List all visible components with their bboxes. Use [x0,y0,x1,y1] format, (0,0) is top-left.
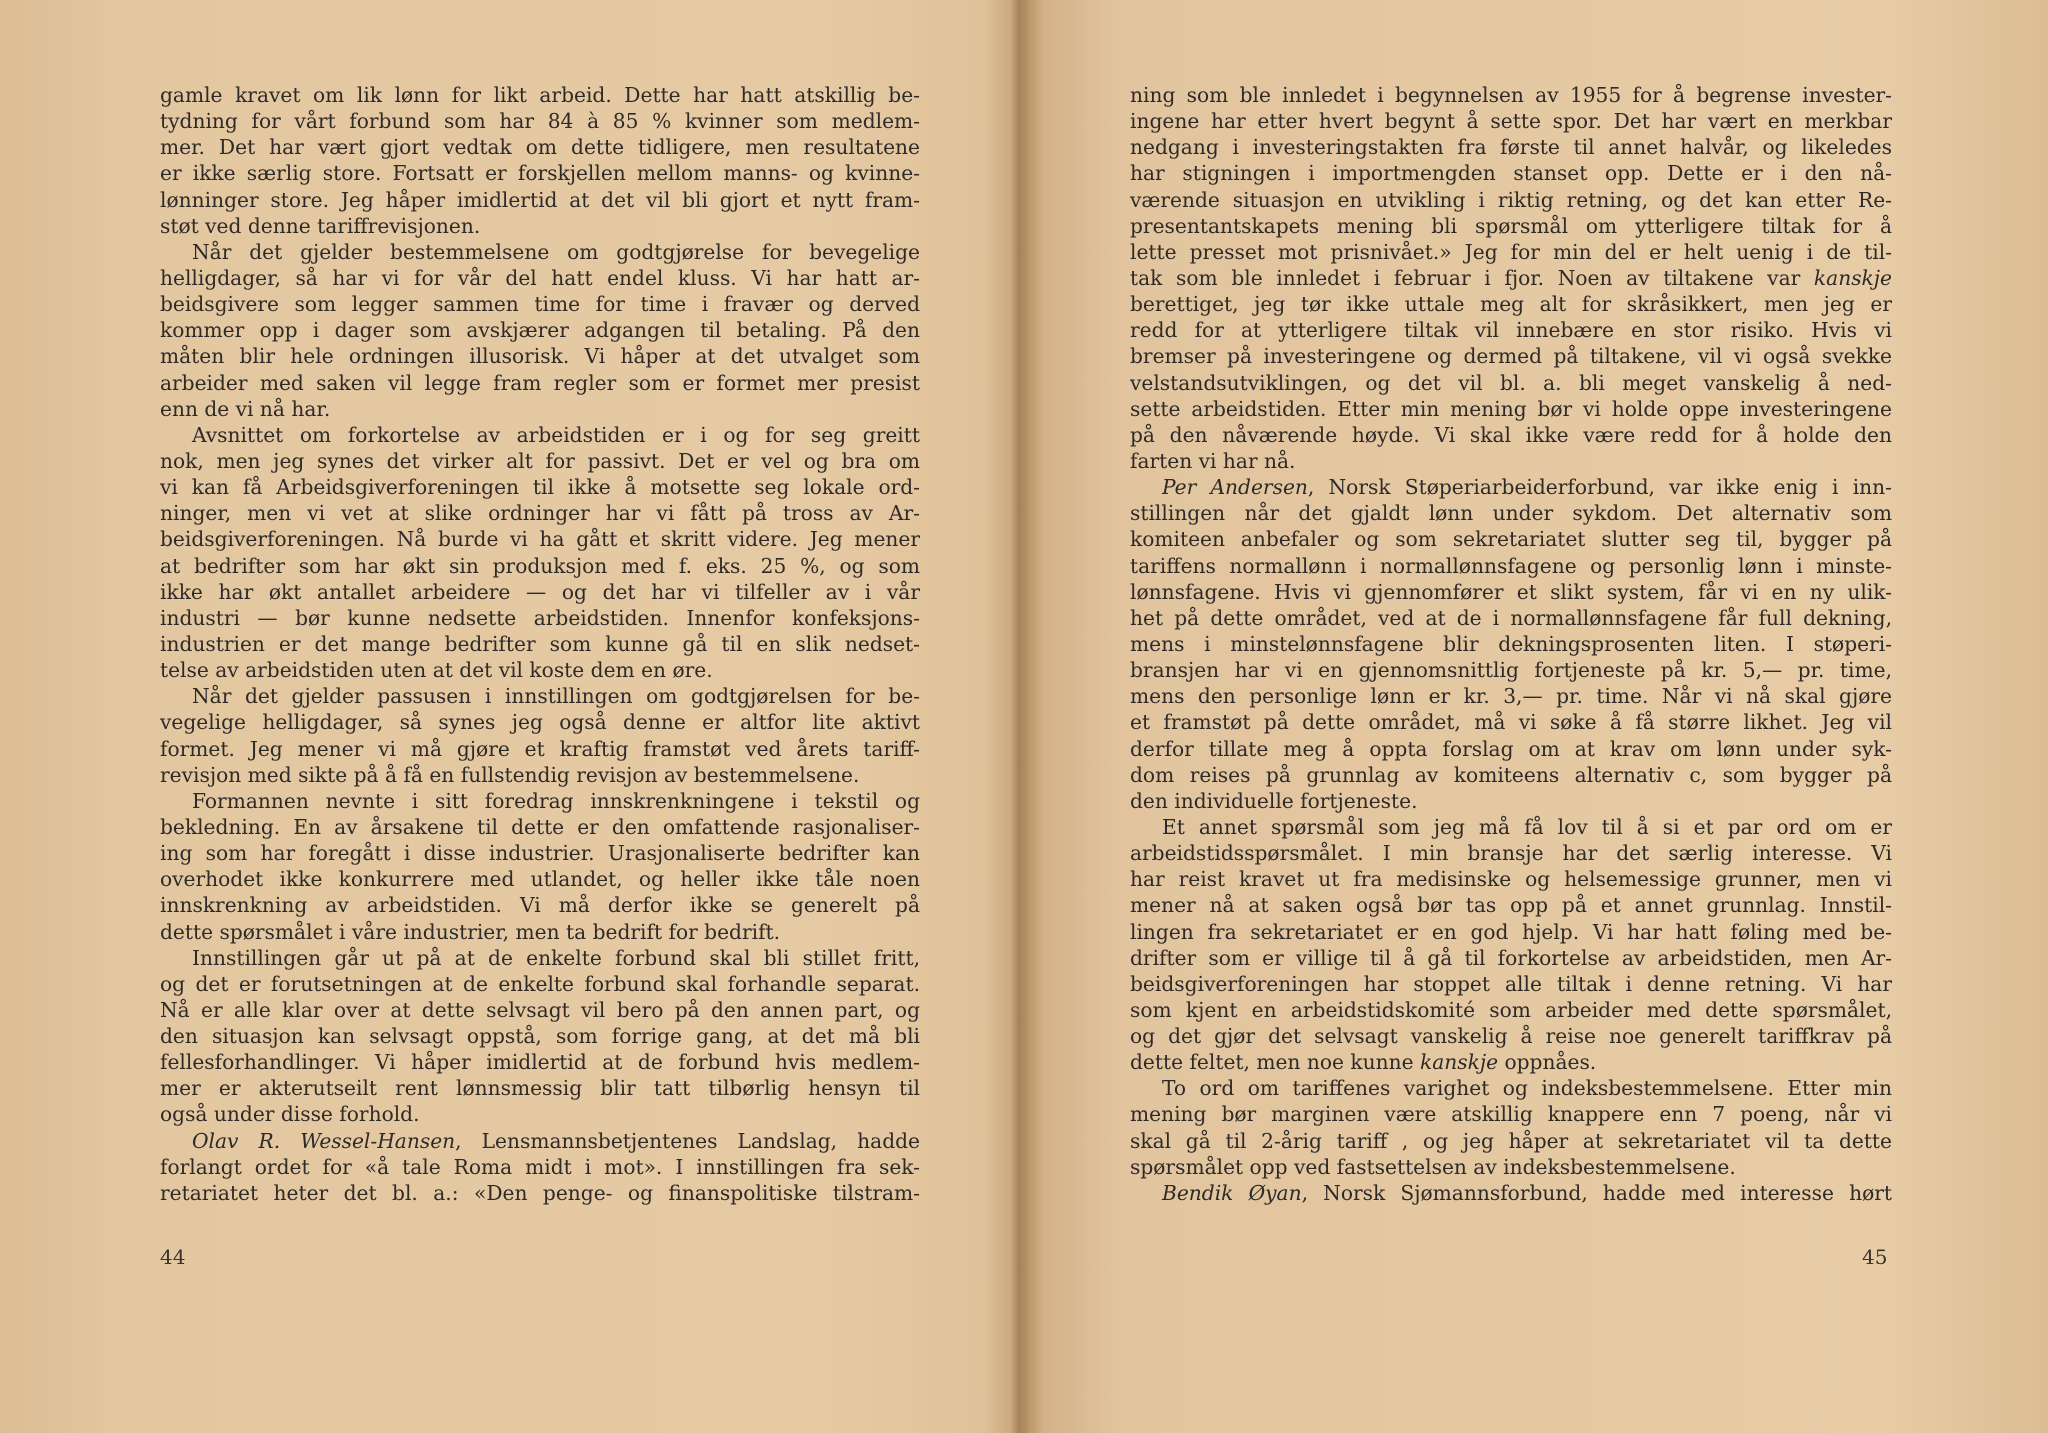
text-line: farten vi har nå. [1130,448,1296,473]
text-line: Når det gjelder passusen i innstillingen om godtgjørelsen for be- [192,684,920,709]
text-line: drifter som er villige til å gå til forkortelse av arbeidstiden, men Ar- [1130,945,1892,970]
text-line: og det er forutsetningen at de enkelte forbund skal forhandle separat. [160,971,920,996]
text-line: dom reises på grunnlag av komiteens alternativ c, som bygger på [1130,762,1892,787]
text-line: lønnsfagene. Hvis vi gjennomfører et slikt system, får vi en ny ulik- [1130,579,1892,604]
text-line: ikke har økt antallet arbeidere — og det har vi tilfeller av i vår [160,579,920,604]
text-line: helligdager, så har vi for vår del hatt endel kluss. Vi har hatt ar- [160,265,920,290]
text-line: beidsgiverforeningen. Nå burde vi ha gått et skritt videre. Jeg mener [160,527,920,552]
text-line: velstandsutviklingen, og det vil bl. a. bli meget vanskelig å ned- [1130,370,1892,395]
text-line: Avsnittet om forkortelse av arbeidstiden er i og for seg greitt [192,422,920,447]
text-line: revisjon med sikte på å få en fullstendig revisjon av bestemmelsene. [160,762,860,787]
right-page-number: 45 [1862,1245,1888,1269]
text-line: arbeidstidsspørsmålet. I min bransje har det særlig interesse. Vi [1130,841,1892,866]
text-line: retariatet heter det bl. a.: «Den penge- og finanspolitiske tilstram- [160,1180,920,1205]
text-line: lønninger store. Jeg håper imidlertid at det vil bli gjort et nytt fram- [160,187,920,212]
text-line: et framstøt på dette området, må vi søke å få større likhet. Jeg vil [1130,710,1892,735]
text-line: har reist kravet ut fra medisinske og helsemessige grunner, men vi [1130,867,1892,892]
text-line: kommer opp i dager som avskjærer adgangen til betaling. På den [160,318,920,343]
text-line: støt ved denne tariffrevisjonen. [160,213,481,238]
text-line: ning som ble innledet i begynnelsen av 1955 for å begrense invester- [1130,83,1892,107]
text-line: stillingen når det gjaldt lønn under sykdom. Det alternativ som [1130,501,1892,526]
right-page-text [1130,82,1892,1206]
text-line: formet. Jeg mener vi må gjøre et kraftig framstøt ved årets tariff- [160,736,920,761]
text-line: ninger, men vi vet at slike ordninger har vi fått på tross av Ar- [160,501,920,526]
text-line: Per Andersen, Norsk Støperiarbeiderforbund, var ikke enig i inn- [1162,475,1892,500]
text-line: den situasjon kan selvsagt oppstå, som forrige gang, at det må bli [160,1024,920,1049]
text-line: dette feltet, men noe kunne kanskje oppnåes. [1130,1050,1597,1075]
text-line: tariffens normallønn i normallønnsfagene og personlig lønn i minste- [1130,553,1892,578]
text-line: Formannen nevnte i sitt foredrag innskrenkningene i tekstil og [192,788,920,813]
text-line: mener nå at saken også bør tas opp på et annet grunnlag. Innstil- [1130,893,1892,918]
text-line: overhodet ikke konkurrere med utlandet, og heller ikke tåle noen [160,867,920,892]
text-line: tydning for vårt forbund som har 84 à 85 % kvinner som medlem- [160,109,920,134]
text-line: sette arbeidstiden. Etter min mening bør vi holde oppe investeringene [1130,396,1892,421]
text-line: på den nåværende høyde. Vi skal ikke være redd for å holde den [1130,422,1892,447]
text-line: mer. Det har vært gjort vedtak om dette tidligere, men resultatene [160,135,920,160]
text-line: og det gjør det selvsagt vanskelig å reise noe generelt tariffkrav på [1130,1024,1892,1049]
text-line: lette presset mot prisnivået.» Jeg for min del er helt uenig i de til- [1130,239,1892,264]
text-line: beidsgivere som legger sammen time for time i fravær og derved [160,292,920,317]
text-line: ingene har etter hvert begynt å sette spor. Det har vært en merkbar [1130,109,1892,134]
text-line: gamle kravet om lik lønn for likt arbeid. Dette har hatt atskillig be- [160,83,920,107]
text-line: industri — bør kunne nedsette arbeidstiden. Innenfor konfeksjons- [160,605,920,630]
text-line: Når det gjelder bestemmelsene om godtgjørelse for bevegelige [192,239,920,264]
text-line: nedgang i investeringstakten fra første til annet halvår, og likeledes [1130,135,1892,160]
text-line: bekledning. En av årsakene til dette er den omfattende rasjonaliser- [160,814,920,839]
left-page [0,0,1014,1433]
text-line: telse av arbeidstiden uten at det vil koste dem en øre. [160,658,713,683]
text-line: het på dette området, ved at de i normallønnsfagene får full dekning, [1130,605,1892,630]
text-line: industrien er det mange bedrifter som kunne gå til en slik nedset- [160,631,920,656]
text-line: beidsgiverforeningen har stoppet alle tiltak i denne retning. Vi har [1130,971,1892,996]
text-line: vegelige helligdager, så synes jeg også denne er altfor lite aktivt [160,710,920,735]
text-line: enn de vi nå har. [160,396,331,421]
text-line: bremser på investeringene og dermed på tiltakene, vil vi også svekke [1130,344,1892,369]
left-page-text [160,82,920,1206]
text-line: at bedrifter som har økt sin produksjon med f. eks. 25 %, og som [160,553,920,578]
text-line: mer er akterutseilt rent lønnsmessig blir tatt tilbørlig hensyn til [160,1076,920,1101]
text-line: tak som ble innledet i februar i fjor. Noen av tiltakene var kanskje [1130,265,1892,290]
text-line: redd for at ytterligere tiltak vil innebære en stor risiko. Hvis vi [1130,318,1892,343]
text-line: berettiget, jeg tør ikke uttale meg alt for skråsikkert, men jeg er [1130,292,1892,317]
text-line: lingen fra sekretariatet er en god hjelp. Vi har hatt føling med be- [1130,919,1892,944]
text-line: Nå er alle klar over at dette selvsagt vil bero på den annen part, og [160,997,920,1022]
text-line: Olav R. Wessel-Hansen, Lensmannsbetjentenes Landslag, hadde [192,1128,920,1153]
right-page [1024,0,2048,1433]
left-page-number: 44 [160,1245,186,1269]
text-line: innskrenkning av arbeidstiden. Vi må derfor ikke se generelt på [160,893,920,918]
text-line: spørsmålet opp ved fastsettelsen av indeksbestemmelsene. [1130,1154,1736,1179]
text-line: fellesforhandlinger. Vi håper imidlertid at de forbund hvis medlem- [160,1050,920,1075]
text-line: som kjent en arbeidstidskomité som arbeider med dette spørsmålet, [1130,997,1892,1022]
text-line: ing som har foregått i disse industrier. Urasjonaliserte bedrifter kan [160,841,920,866]
text-line: vi kan få Arbeidsgiverforeningen til ikke å motsette seg lokale ord- [160,475,920,500]
text-line: også under disse forhold. [160,1102,420,1127]
text-line: dette spørsmålet i våre industrier, men ta bedrift for bedrift. [160,919,781,944]
text-line: måten blir hele ordningen illusorisk. Vi håper at det utvalget som [160,344,920,369]
text-line: presentantskapets mening bli spørsmål om ytterligere tiltak for å [1130,213,1892,238]
text-line: Innstillingen går ut på at de enkelte forbund skal bli stillet fritt, [192,945,920,970]
text-line: den individuelle fortjeneste. [1130,788,1418,813]
text-line: mens den personlige lønn er kr. 3,— pr. time. Når vi nå skal gjøre [1130,684,1892,709]
text-line: værende situasjon en utvikling i riktig retning, og det kan etter Re- [1130,187,1892,212]
text-line: mening bør marginen være atskillig knappere enn 7 poeng, når vi [1130,1102,1892,1127]
text-line: har stigningen i importmengden stanset opp. Dette er i den nå- [1130,161,1892,186]
text-line: nok, men jeg synes det virker alt for passivt. Det er vel og bra om [160,448,920,473]
text-line: skal gå til 2-årig tariff , og jeg håper at sekretariatet vil ta dette [1130,1128,1892,1153]
text-line: bransjen har vi en gjennomsnittlig fortjeneste på kr. 5,— pr. time, [1130,658,1892,683]
text-line: Et annet spørsmål som jeg må få lov til å si et par ord om er [1162,814,1892,839]
text-line: arbeider med saken vil legge fram regler som er formet mer presist [160,370,920,395]
text-line: derfor tillate meg å oppta forslag om at krav om lønn under syk- [1130,736,1892,761]
text-line: To ord om tariffenes varighet og indeksbestemmelsene. Etter min [1162,1076,1892,1101]
text-line: Bendik Øyan, Norsk Sjømannsforbund, hadde med interesse hørt [1162,1180,1892,1205]
text-line: komiteen anbefaler og som sekretariatet slutter seg til, bygger på [1130,527,1892,552]
text-line: forlangt ordet for «å tale Roma midt i mot». I innstillingen fra sek- [160,1154,920,1179]
text-line: er ikke særlig store. Fortsatt er forskjellen mellom manns- og kvinne- [160,161,920,186]
text-line: mens i minstelønnsfagene blir dekningsprosenten liten. I støperi- [1130,631,1892,656]
